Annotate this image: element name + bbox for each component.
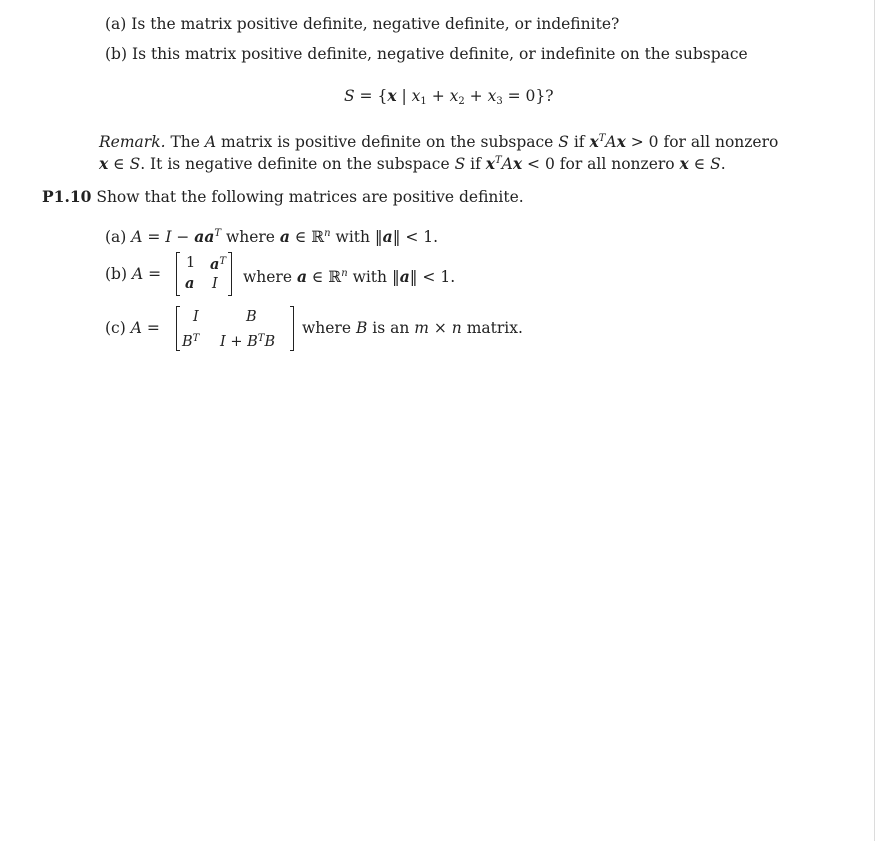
problem-heading bbox=[42, 187, 524, 207]
x2-var: x bbox=[449, 87, 459, 105]
matrix-A: A bbox=[130, 319, 142, 337]
where-text: where bbox=[302, 319, 356, 337]
with-text: with ‖ bbox=[347, 268, 400, 286]
remark-text: if bbox=[568, 133, 590, 151]
vector-x: x bbox=[589, 132, 599, 151]
where-text: where bbox=[221, 228, 280, 246]
matrix-c-cell-12: B bbox=[246, 309, 257, 325]
times: × bbox=[428, 319, 452, 337]
eq-open: = { bbox=[354, 87, 388, 105]
item-b-condition bbox=[243, 264, 455, 287]
x1-index: 1 bbox=[420, 96, 427, 107]
matrix-b-cell-12 bbox=[210, 254, 226, 273]
equals: = bbox=[142, 228, 166, 246]
identity-I: I bbox=[220, 334, 226, 350]
vector-x: x bbox=[387, 86, 397, 105]
matrix-A: A bbox=[131, 265, 144, 283]
subspace-equation bbox=[344, 86, 554, 112]
item-c-condition bbox=[302, 318, 523, 338]
part-a-text: (a) Is the matrix positive definite, negative definite, or indefinite? bbox=[105, 15, 620, 33]
remark-text: ∈ bbox=[688, 155, 711, 173]
transpose: T bbox=[214, 228, 222, 239]
x3-index: 3 bbox=[496, 96, 503, 107]
matrix-A: A bbox=[131, 228, 143, 246]
right-bracket bbox=[290, 306, 294, 351]
left-bracket bbox=[176, 306, 180, 351]
remark-label: Remark. bbox=[99, 133, 166, 151]
plus-1: + bbox=[426, 87, 450, 105]
transpose: T bbox=[495, 155, 502, 166]
matrix-A: A bbox=[204, 133, 217, 151]
matrix-c bbox=[176, 306, 296, 352]
vector-a: a bbox=[399, 267, 410, 286]
transpose: T bbox=[598, 133, 606, 144]
question-part-a bbox=[105, 14, 619, 34]
matrix-B: B bbox=[355, 319, 368, 337]
right-bracket bbox=[228, 252, 232, 296]
minus: − bbox=[171, 228, 195, 246]
vector-a: a bbox=[296, 267, 307, 286]
in-reals: ∈ ℝ bbox=[289, 228, 325, 246]
in-reals: ∈ ℝ bbox=[306, 268, 342, 286]
remark-text: ∈ bbox=[108, 155, 130, 173]
item-b-prefix-line bbox=[105, 264, 161, 284]
matrix-B: B bbox=[247, 334, 258, 350]
vector-x: x bbox=[679, 154, 689, 173]
item-b-prefix: (b) bbox=[105, 265, 132, 283]
subspace-symbol: S bbox=[710, 155, 721, 173]
matrix-text: matrix. bbox=[461, 319, 523, 337]
matrix-b-cell-21: a bbox=[185, 275, 195, 292]
vector-x: x bbox=[616, 132, 626, 151]
equals: = bbox=[143, 265, 162, 283]
is-text: is an bbox=[367, 319, 415, 337]
item-a-prefix: (a) bbox=[105, 228, 132, 246]
vector-x: x bbox=[99, 154, 109, 173]
remark-line-1 bbox=[99, 129, 778, 152]
left-bracket bbox=[176, 252, 180, 296]
subspace-symbol: S bbox=[129, 155, 141, 173]
subspace-symbol: S bbox=[454, 155, 466, 173]
equals: = bbox=[141, 319, 160, 337]
remark-text: . bbox=[720, 155, 726, 173]
item-c-prefix-line bbox=[105, 318, 160, 338]
item-c-prefix: (c) bbox=[105, 319, 131, 337]
vector-aa: aa bbox=[194, 227, 215, 246]
remark-text: < 0 for all nonzero bbox=[522, 155, 680, 173]
remark-text: > 0 for all nonzero bbox=[625, 133, 779, 151]
matrix-B: B bbox=[182, 334, 193, 350]
where-text: where bbox=[243, 268, 297, 286]
subspace-symbol: S bbox=[558, 133, 569, 151]
matrix-b-cell-11: 1 bbox=[186, 255, 196, 271]
problem-label: P1.10 bbox=[42, 187, 92, 206]
remark-text: . It is negative definite on the subspace bbox=[140, 155, 455, 173]
subspace-symbol: S bbox=[344, 87, 355, 105]
plus-2: + bbox=[464, 87, 488, 105]
plus: + bbox=[225, 334, 248, 350]
matrix-b-cell-22: I bbox=[212, 276, 218, 292]
with-text: with ‖ bbox=[330, 228, 383, 246]
x3-var: x bbox=[487, 87, 497, 105]
matrix-B: B bbox=[264, 334, 276, 350]
matrix-b bbox=[176, 252, 234, 297]
part-b-text: (b) Is this matrix positive definite, negative definite, or indefinite on the subspace bbox=[105, 45, 748, 63]
matrix-c-cell-21 bbox=[182, 331, 199, 350]
vector-a: a bbox=[210, 256, 220, 273]
problem-text: Show that the following matrices are positive definite. bbox=[91, 188, 524, 206]
dim-n: n bbox=[451, 319, 462, 337]
identity-I: I bbox=[165, 228, 172, 246]
question-part-b bbox=[105, 44, 748, 64]
remark-text: The bbox=[165, 133, 205, 151]
transpose: T bbox=[257, 333, 265, 344]
dim-m: m bbox=[414, 319, 429, 337]
x2-index: 2 bbox=[458, 96, 465, 107]
vector-a: a bbox=[382, 227, 393, 246]
vector-x: x bbox=[485, 154, 495, 173]
eq-close: = 0}? bbox=[502, 87, 554, 105]
norm-condition: ‖ < 1. bbox=[392, 228, 439, 246]
matrix-c-cell-22 bbox=[220, 331, 275, 350]
matrix-A: A bbox=[605, 133, 617, 151]
page-edge bbox=[874, 0, 875, 841]
vector-x: x bbox=[512, 154, 523, 173]
remark-line-2 bbox=[99, 151, 726, 174]
x1-var: x bbox=[411, 87, 421, 105]
vector-a: a bbox=[279, 227, 290, 246]
transpose: T bbox=[219, 256, 227, 267]
norm-condition: ‖ < 1. bbox=[409, 268, 456, 286]
transpose: T bbox=[192, 333, 200, 344]
remark-text: if bbox=[465, 155, 486, 173]
matrix-A: A bbox=[501, 155, 513, 173]
matrix-c-cell-11: I bbox=[193, 309, 199, 325]
remark-text: matrix is positive definite on the subspace bbox=[216, 133, 559, 151]
dim-n: n bbox=[324, 228, 331, 239]
set-bar: | bbox=[396, 87, 412, 105]
dim-n: n bbox=[341, 268, 348, 279]
item-a bbox=[105, 224, 438, 247]
